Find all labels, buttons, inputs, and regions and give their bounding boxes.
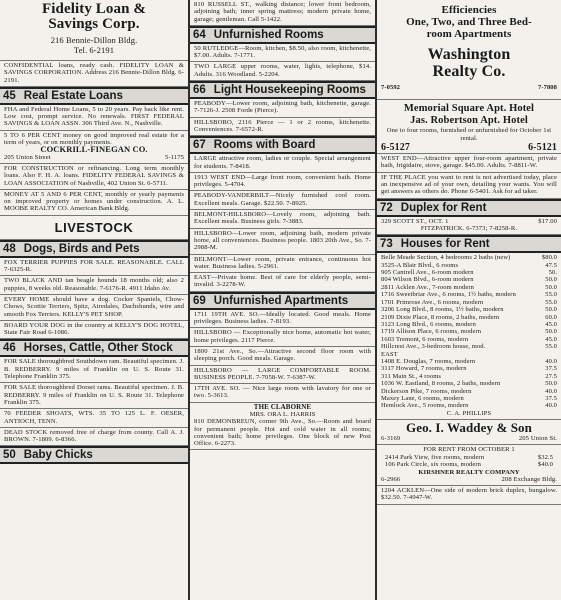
list-item: 1036 W. Eastland, 8 rooms, 2 baths, modern 50.0 bbox=[381, 380, 557, 388]
classified-ad: FOR SALE thoroughbred Dorset rams. Beautiful specimen. J. B. REDBERRY. 9 miles of Franklin on U. S. Route 31. Telephone Franklin 375. bbox=[0, 383, 188, 409]
list-item: 1719 Allison Place, 6 rooms, modern 50.0 bbox=[381, 328, 557, 336]
classified-ad: WEST END—Attractive upper four-room apartment, private bath, frigidaire, stove, garage. $45.00. Adults. 7-8811-W. bbox=[377, 154, 561, 173]
classified-ad: FHA and Federal Home Loans, 5 to 20 years. Pay back like rent. Low cost, prompt service. No renewals. FIRST FEDERAL SAVINGS & LOAN ASSN. 306 Third Ave. N., Nashville. bbox=[0, 105, 188, 131]
section-heading: 64 Unfurnished Rooms bbox=[190, 26, 375, 44]
classified-ad: EVERY HOME should have a dog. Cocker Spaniels, Chow-Chows, Scottie Terriers, Spitz, Airedales, Dachshunds, wire and smooth Fox Terriers. KELLY'S PET SHOP. bbox=[0, 295, 188, 321]
list-item: 905 Cantrell Ave., 6-room modern 50. bbox=[381, 269, 557, 277]
classified-ad: PEABODY—Lower room, adjoining bath, kitchenette, garage. 7-7126-J. 2508 Forde (Pierce). bbox=[190, 99, 375, 118]
ad-heading: Savings Corp. bbox=[48, 16, 140, 32]
classified-ad: 1711 19TH AVE. SO.—Ideally located. Good meals. Home privileges. Business ladies. 7-8193. bbox=[190, 310, 375, 329]
classified-ad: 17TH AVE. SO. — Nice large room with lavatory for one or two. 5-3613. bbox=[190, 384, 375, 403]
classified-ad: HILLSBORO — LARGE COMFORTABLE ROOM. BUSINESS PEOPLE. 7-7058-W. 7-6387-W. bbox=[190, 366, 375, 385]
classified-ad: FOR SALE thoroughbred Southdown ram. Beautiful specimen. J. B. REDBERRY. 9 miles of Franklin on U. S. Route 31. Telephone Franklin 375. bbox=[0, 357, 188, 383]
list-item: 1603 Tremont, 6 rooms, modern 45.0 bbox=[381, 335, 557, 343]
memorial-square-ad: Memorial Square Apt. Hotel Jas. Robertson Apt. Hotel One to four rooms, furnished or unfurnished for October 1st rental. 6-5127 6-5121 bbox=[377, 100, 561, 154]
classified-ad: MONEY AT 5 AND 6 PER CENT, monthly or yearly payments on improved property or homes under construction. A. L. MOOBE REALTY CO. American Bank Bldg. bbox=[0, 190, 188, 216]
section-heading: 66 Light Housekeeping Rooms bbox=[190, 81, 375, 99]
classified-ad: BOARD YOUR DOG in the country at KELLY'S DOG HOTEL, State Fair Road 6-1086. bbox=[0, 321, 188, 340]
classified-ad: CONFIDENTIAL loans, ready cash. FIDELITY LOAN & SAVINGS CORPORATION. Address 216 Bennie-Dillon Bldg. 6-2191. bbox=[0, 61, 188, 87]
list-item: Dickerson Pike, 7 rooms, modern 40.0 bbox=[381, 387, 557, 395]
classified-ad: 50 RUTLEDGE—Room, kitchen, $8.50, also room, kitchenette, $7.00. Adults. 7-1771. bbox=[190, 44, 375, 63]
classified-ad: IF THE PLACE you want to rent is not advertised today, place an inexpensive ad of your own, detailing your wants. You will get answers as others do. Phone 6-5401. Ask for ad taker. bbox=[377, 173, 561, 199]
classified-ad: BELMONT—Lower room, private entrance, continuous hot water. Business ladies. 5-2961. bbox=[190, 255, 375, 274]
classified-ad: 329 SCOTT ST., OCT. 1 $17.00 FITZPATRICK. 6-7373; 7-8258-R. bbox=[377, 217, 561, 236]
ad-phone: Tel. 6-2191 bbox=[73, 45, 115, 55]
list-item: 106 Park Circle, six rooms, modern $40.0 bbox=[385, 461, 553, 469]
list-item: 2811 Acklen Ave., 7-room modern 50.0 bbox=[381, 283, 557, 291]
classified-ad: FOX TERRIER PUPPIES FOR SALE. REASONABLE. CALL 7-6325-R. bbox=[0, 258, 188, 277]
section-heading: 46 Horses, Cattle, Other Stock bbox=[0, 339, 188, 357]
list-item: 3525-A Blair Blvd., 6 rooms 47.5 bbox=[381, 261, 557, 269]
kirshner-ad: FOR RENT FROM OCTOBER 1 2414 Park View, five rooms, modern $32.5 106 Park Circle, six rooms, modern $40.0 KIRSHNER REALTY COMPANY 6-2966 208 Exchange Bldg. bbox=[377, 445, 561, 486]
classified-ad: 70 FEEDER SHOATS, WTS. 35 TO 125 L. F. OESER, ANTIOCH, TENN. bbox=[0, 409, 188, 428]
list-item: Belle Meade Section, 4 bedrooms 2 baths (new) $80.0 bbox=[381, 254, 557, 262]
classified-ad: 1204 ACKLEN—One side of modern brick duplex, bungalow. $32.50. 7-4947-W. bbox=[377, 486, 561, 505]
list-item: Hemlock Ave., 5 rooms, modern 40.0 bbox=[381, 402, 557, 410]
section-heading: 48 Dogs, Birds and Pets bbox=[0, 240, 188, 258]
list-item: 2414 Park View, five rooms, modern $32.5 bbox=[385, 453, 553, 461]
category-banner: LIVESTOCK bbox=[0, 216, 188, 240]
column-2 bbox=[190, 0, 375, 600]
classified-ad: DEAD STOCK removed free of charge from county. Call A. J. BROWN. 7-1809. 6-8366. bbox=[0, 428, 188, 447]
waddey-ad: Geo. I. Waddey & Son 6-3169 205 Union St. bbox=[377, 420, 561, 445]
section-heading: 45 Real Estate Loans bbox=[0, 87, 188, 105]
section-heading: 67 Rooms with Board bbox=[190, 136, 375, 154]
list-item: 3117 Howard, 7 rooms, modern 37.5 bbox=[381, 365, 557, 373]
list-item: Maxey Lane, 6 rooms, modern 37.5 bbox=[381, 394, 557, 402]
list-item: Hillcrest Ave., 3-bedroom house, mod. 55.0 bbox=[381, 343, 557, 351]
classified-ad: PEABODY-VANDERBILT—Nicely furnished cool room. Excellent meals. Garage. $22.50. 7-8925. bbox=[190, 191, 375, 210]
classified-ad: HILLSBORO — Exceptionally nice home, automatic hot water, home privileges. 2117 Pierce. bbox=[190, 328, 375, 347]
list-item: 311 Main St., 4 rooms 27.5 bbox=[381, 372, 557, 380]
classified-ad: TWO BLACK AND tan beagle hounds 18 months old; also 2 puppies, 8 weeks old. Reasonable. 7-6176-R. 4911 Idaho Av. bbox=[0, 276, 188, 295]
list-item: 1701 Primrose Ave., 6 rooms, modern 55.0 bbox=[381, 298, 557, 306]
classified-ad: 1800 21st Ave., So.—Attractive second floor room with sleeping porch. Good meals. Garage. bbox=[190, 347, 375, 366]
list-item: 1408 E. Douglas, 7 rooms, modern 40.0 bbox=[381, 357, 557, 365]
classified-ad: HILLSBORO, 2116 Pierce — 1 or 2 rooms, kitchenette. Conveniences. 7-6572-R. bbox=[190, 118, 375, 137]
washington-realty-ad: Efficiencies One, Two, and Three Bed- room Apartments Washington Realty Co. 7-0592 7-7808 bbox=[377, 0, 561, 100]
section-heading: 72 Duplex for Rent bbox=[377, 199, 561, 217]
classified-ad: 810 RUSSELL ST., walking distance; lower front bedroom, adjoining bath; inner spring mattress; modern private home, garage; gentleman. Call 5-1422. bbox=[190, 0, 375, 26]
classified-ad: TWO LARGE upper rooms, water, lights, telephone, $14. Adults. 316 Woodland. 5-2204. bbox=[190, 62, 375, 81]
list-item: 2109 Dixie Place, 8 rooms, 2 baths, modern 60.0 bbox=[381, 313, 557, 321]
list-item: EAST bbox=[381, 350, 398, 358]
classified-ad: BELMONT-HILLSBORO—Lovely room, adjoining bath. Excellent meals. Business girls. 7-3883. bbox=[190, 210, 375, 229]
fidelity-ad bbox=[0, 0, 188, 61]
october-listings bbox=[381, 454, 557, 469]
ad-address: 216 Bennie-Dillon Bldg. bbox=[50, 35, 138, 45]
list-item: 804 Wilson Blvd., 6-room modern 50.0 bbox=[381, 276, 557, 284]
classified-ad: EAST—Private home. Best of care for elderly people, semi-invalid. 3-2278-W. bbox=[190, 273, 375, 292]
classified-ad: 5 TO 6 PER CENT money on good improved real estate for a term of years, or on monthly payments. COCKRILL-FINEGAN CO. 205 Union Street 5-1175 bbox=[0, 131, 188, 164]
classified-ad: FOR CONSTRUCTION or refinancing. Long term monthly loans. Also F. H. A. loans. FIDELITY FEDERAL SAVINGS & LOAN ASSOCIATION of Nashville, 402 Union St. 6-5711. bbox=[0, 164, 188, 190]
house-listings bbox=[377, 262, 561, 410]
phillips-listings: Belle Meade Section, 4 bedrooms 2 baths (new) $80.0 3525-A Blair Blvd., 6 rooms 47.5 905 Cantrell Ave., 6-room modern 50. 804 Wilson Blvd., 6-room modern 50.0 2811 Acklen Ave., 7-room modern 50.0 1716 Sweetbriar Ave., 6 rooms, 1½ baths, modern 55.0 1701 Primrose Ave., 6 rooms, modern 55.0 3206 Long Blvd., 8 rooms, 1½ baths, modern 50.0 2109 Dixie Place, 8 rooms, 2 baths, modern 60.0 3123 Long Blvd., 6 rooms, modern 45.0 1719 Allison Place, 6 rooms, modern 50.0 1603 Tremont, 6 rooms, modern 45.0 Hillcrest Ave., 3-bedroom house, mod. 55.0 EAST 1408 E. Douglas, 7 rooms, modern 40.0 3117 Howard, 7 rooms, modern 37.5 311 Main St., 4 rooms 27.5 1036 W. Eastland, 8 rooms, 2 baths, modern 50.0 Dickerson Pike, 7 rooms, modern 40.0 Maxey Lane, 6 rooms, modern 37.5 Hemlock Ave., 5 rooms, modern 40.0 C. A. PHILLIPS bbox=[377, 253, 561, 420]
column-3 bbox=[377, 0, 561, 600]
section-heading: 50 Baby Chicks bbox=[0, 446, 188, 464]
classified-ad: HILLSBORO—Lower room, adjoining bath, modern private home, all conveniences. Business people. 1803 20th Ave., So. 7-2988-M. bbox=[190, 229, 375, 255]
section-heading: 73 Houses for Rent bbox=[377, 235, 561, 253]
classified-ad: LARGE attractive room, ladies or couple. Special arrangement for students. 7-8418. bbox=[190, 154, 375, 173]
ad-heading: Fidelity Loan & bbox=[41, 1, 146, 17]
claborne-ad: THE CLABORNE MRS. ORA L. HARRIS 810 DEMONBREUN, corner 9th Ave., So.—Room and board for permanent people. Hot and cold water in all rooms; convenient bath; home privileges. One block of new Post Office. 6-2273. bbox=[190, 403, 375, 451]
section-heading: 69 Unfurnished Apartments bbox=[190, 292, 375, 310]
list-item: 3123 Long Blvd., 6 rooms, modern 45.0 bbox=[381, 320, 557, 328]
column-1 bbox=[0, 0, 188, 600]
list-item: 1716 Sweetbriar Ave., 6 rooms, 1½ baths, modern 55.0 bbox=[381, 291, 557, 299]
list-item: 3206 Long Blvd., 8 rooms, 1½ baths, modern 50.0 bbox=[381, 306, 557, 314]
classified-ad: 1913 WEST END—Large front room, convenient bath. Home privileges. 5-4704. bbox=[190, 173, 375, 192]
